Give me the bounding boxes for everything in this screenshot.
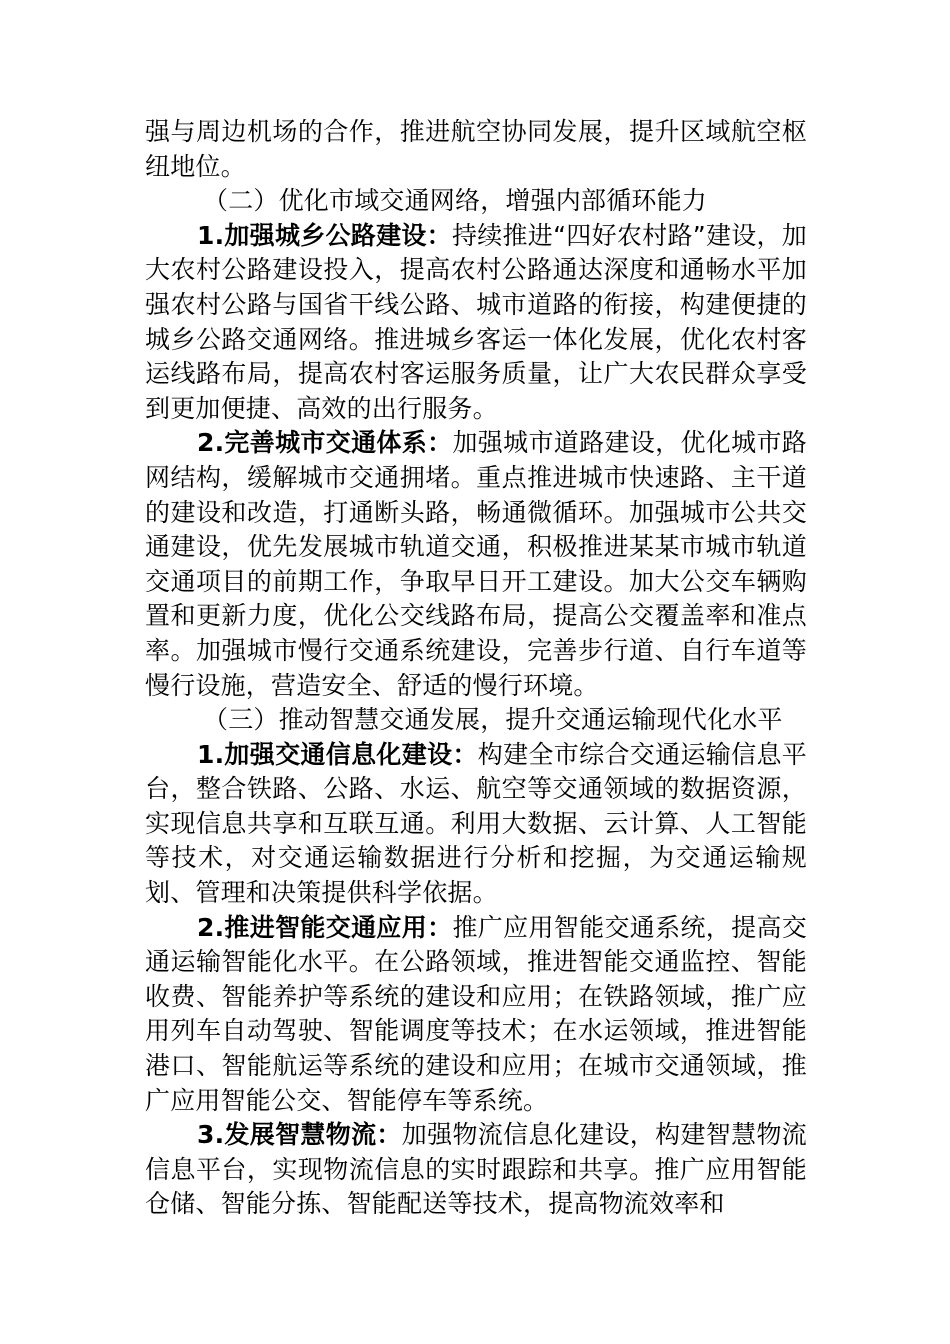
item-text: 推广应用智能交通系统，提高交通运输智能化水平。在公路领域，推进智能交通监控、智能收费、智能养护等系统的建设和应用；在铁路领域，推广应用列车自动驾驶、智能调度等技术；在水运领域，推进智能港口、智能航运等系统的建设和应用；在城市交通领域，推广应用智能公交、智能停车等系统。 — [145, 912, 808, 1115]
body-paragraph: 强与周边机场的合作，推进航空协同发展，提升区域航空枢纽地位。 — [145, 117, 807, 181]
list-item-paragraph — [145, 219, 807, 427]
item-lead: 2.完善城市交通体系： — [197, 428, 453, 458]
section-heading: （三）推动智慧交通发展，提升交通运输现代化水平 — [203, 705, 783, 735]
document-body — [145, 115, 807, 1222]
item-lead: 1.加强城乡公路建设： — [197, 220, 452, 250]
list-item-paragraph — [145, 738, 807, 911]
list-item-paragraph — [145, 1118, 807, 1222]
item-lead: 2.推进智能交通应用： — [197, 912, 453, 942]
item-text: 构建全市综合交通运输信息平台，整合铁路、公路、水运、航空等交通领域的数据资源，实现信息共享和互联互通。利用大数据、云计算、人工智能等技术，对交通运输数据进行分析和挖掘，为交通运输规划、管理和决策提供科学依据。 — [145, 739, 807, 908]
list-item-paragraph — [145, 426, 807, 703]
list-item-paragraph — [145, 911, 807, 1119]
item-lead: 3.发展智慧物流： — [197, 1120, 402, 1150]
item-text: 持续推进“四好农村路”建设，加大农村公路建设投入，提高农村公路通达深度和通畅水平加强农村公路与国省干线公路、城市道路的衔接，构建便捷的城乡公路交通网络。推进城乡客运一体化发展，优化农村客运线路布局，提高农村客运服务质量，让广大农民群众享受到更加便捷、高效的出行服务。 — [145, 220, 808, 423]
item-text: 加强物流信息化建设，构建智慧物流信息平台，实现物流信息的实时跟踪和共享。推广应用智能仓储、智能分拣、智能配送等技术，提高物流效率和 — [145, 1120, 808, 1219]
item-text: 加强城市道路建设，优化城市路网结构，缓解城市交通拥堵。重点推进城市快速路、主干道的建设和改造，打通断头路，畅通微循环。加强城市公共交通建设，优先发展城市轨道交通，积极推进某某市城市轨道交通项目的前期工作，争取早日开工建设。加大公交车辆购置和更新力度，优化公交线路布局，提高公交覆盖率和准点率。加强城市慢行交通系统建设，完善步行道、自行车道等慢行设施，营造安全、舒适的慢行环境。 — [145, 428, 808, 700]
section-heading: （二）优化市域交通网络，增强内部循环能力 — [203, 186, 708, 216]
item-lead: 1.加强交通信息化建设： — [197, 739, 478, 769]
